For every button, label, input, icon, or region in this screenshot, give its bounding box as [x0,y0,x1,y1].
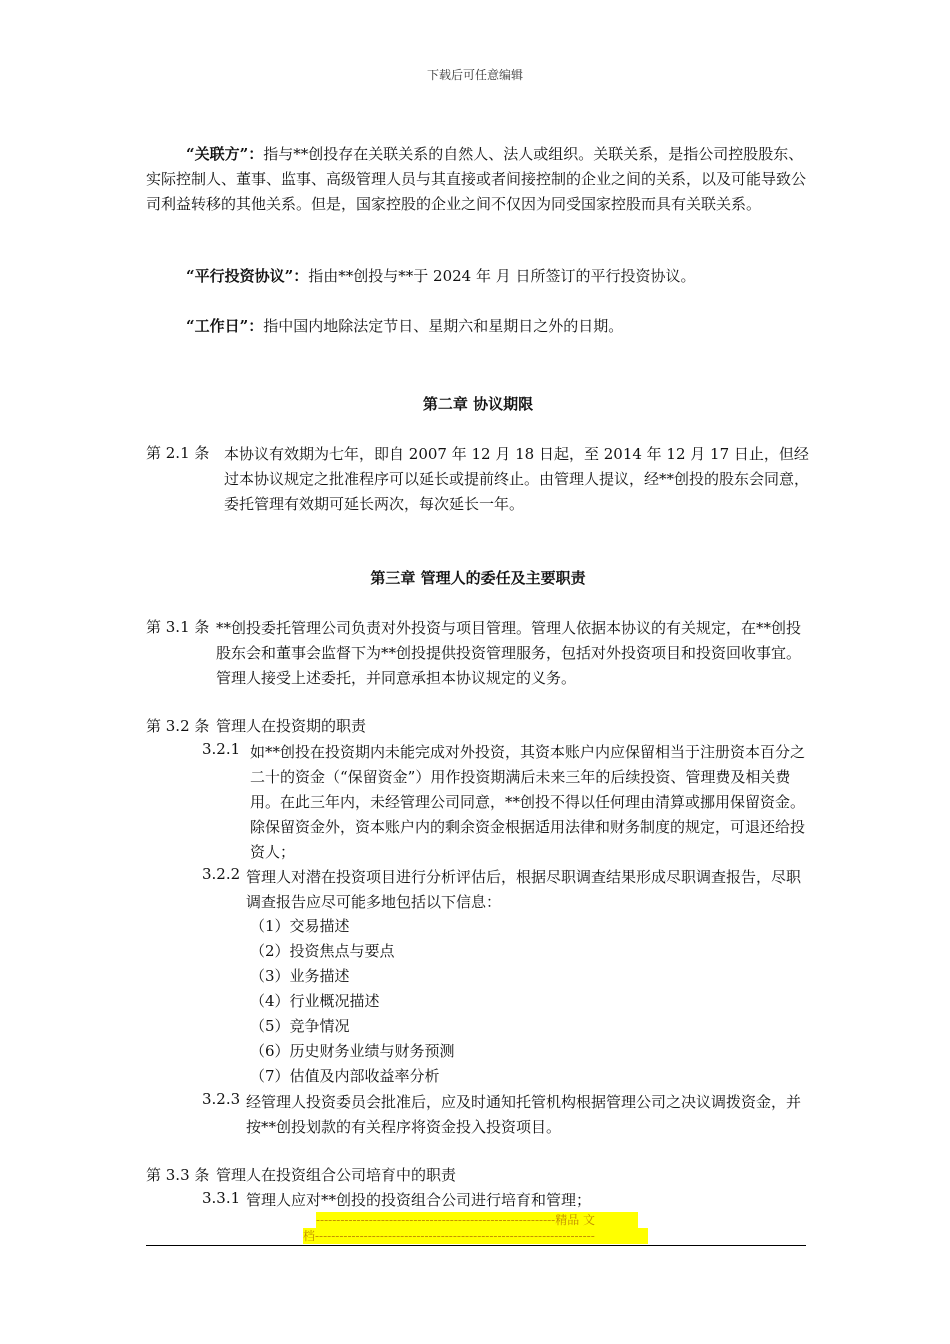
section-3-3-1-text: 管理人应对**创投的投资组合公司进行培育和管理； [246,1191,592,1209]
article-3-2-title: 管理人在投资期的职责 [216,717,367,735]
article-3-3-number: 第 3.3 条 [146,1166,210,1184]
footer-watermark-line-2: 档--------------------------------------------------------------------- [303,1228,648,1244]
article-3-1-text: **创投委托管理公司负责对外投资与项目管理。管理人依据本协议的有关规定，在**创投股东会和董事会监督下为**创投提供投资管理服务，包括对外投资项目和投资回收事宜。管理人接受上述委托，并同意承担本协议规定的义务。 [216,619,802,687]
def-parallel-term: “平行投资协议”： [186,267,309,285]
list-item: （6）历史财务业绩与财务预测 [250,1042,455,1060]
article-2-1-number: 第 2.1 条 [146,444,210,462]
article-3-3-title: 管理人在投资组合公司培育中的职责 [216,1166,457,1184]
section-3-2-3-number: 3.2.3 [202,1090,241,1108]
article-3-1-number: 第 3.1 条 [146,618,210,636]
section-3-2-1-text: 如**创投在投资期内未能完成对外投资，其资本账户内应保留相当于注册资本百分之二十的资金（“保留资金”）用作投资期满后未来三年的后续投资、管理费及相关费用。在此三年内，未经管理公司同意，**创投不得以任何理由清算或挪用保留资金。除保留资金外，资本账户内的剩余资金根据适用法律和财务制度的规定，可退还给投资人； [250,743,806,861]
def-related [146,142,810,217]
footer-watermark-line-1: -----------------------------------------------------------精品 文 [316,1212,638,1228]
article-2-1-text [224,442,810,517]
section-3-2-1-number: 3.2.1 [202,740,241,758]
section-3-2-2-number: 3.2.2 [202,865,241,883]
article-3-2-number: 第 3.2 条 [146,717,210,735]
def-parallel [146,264,810,289]
section-3-2-2-text: 管理人对潜在投资项目进行分析评估后，根据尽职调查结果形成尽职调查报告，尽职调查报告应尽可能多地包括以下信息： [246,868,802,911]
def-related-term: “关联方”： [186,145,264,163]
def-related-text: 指与**创投存在关联关系的自然人、法人或组织。关联关系，是指公司控股股东、实际控制人、董事、监事、高级管理人员与其直接或者间接控制的企业之间的关系，以及可能导致公司利益转移的其他关系。但是，国家控股的企业之间不仅因为同受国家控股而具有关联关系。 [146,145,807,213]
def-workday [146,314,810,339]
list-item: （3）业务描述 [250,967,350,985]
list-item: （5）竞争情况 [250,1017,350,1035]
footer-divider [146,1245,806,1246]
list-item: （7）估值及内部收益率分析 [250,1067,440,1085]
list-item: （1）交易描述 [250,917,350,935]
list-item: （2）投资焦点与要点 [250,942,395,960]
def-workday-text: 指中国内地除法定节日、星期六和星期日之外的日期。 [263,317,624,335]
page-header: 下载后可任意编辑 [426,68,523,82]
list-item: （4）行业概况描述 [250,992,380,1010]
section-3-2-3-text: 经管理人投资委员会批准后，应及时通知托管机构根据管理公司之决议调拨资金，并按**创投划款的有关程序将资金投入投资项目。 [246,1093,802,1136]
chapter-2-title: 第二章 协议期限 [422,395,534,413]
section-3-3-1-number: 3.3.1 [202,1189,241,1207]
chapter-3-title: 第三章 管理人的委任及主要职责 [370,569,586,587]
def-workday-term: “工作日”： [186,317,264,335]
def-parallel-text: 指由**创投与**于 2024 年 月 日所签订的平行投资协议。 [308,267,696,285]
article-2-1-body: 本协议有效期为七年，即自 2007 年 12 月 18 日起，至 2014 年 12 月 17 日止，但经过本协议规定之批准程序可以延长或提前终止。由管理人提议，经**创投的股东会同意，委托管理有效期可延长两次，每次延长一年。 [224,445,810,513]
